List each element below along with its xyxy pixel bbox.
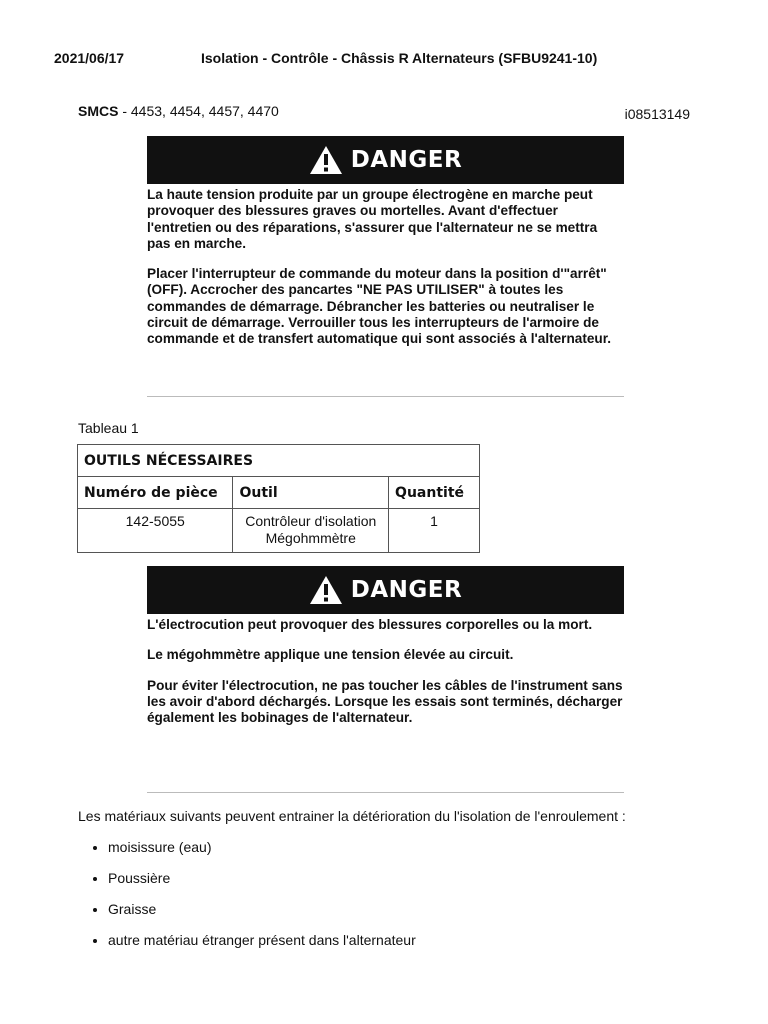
list-item: • Graisse xyxy=(108,901,416,932)
danger-text xyxy=(147,614,624,726)
document-id: i08513149 xyxy=(624,106,690,122)
table-row xyxy=(78,509,480,553)
list-item: • Poussière xyxy=(108,870,416,901)
danger-label: DANGER xyxy=(350,147,463,173)
danger-paragraph: L'électrocution peut provoquer des blessures corporelles ou la mort. xyxy=(147,617,593,632)
column-header: Quantité xyxy=(389,477,480,509)
page-title: Isolation - Contrôle - Châssis R Alternateurs (SFBU9241-10) xyxy=(201,50,598,66)
danger-paragraph: La haute tension produite par un groupe électrogène en marche peut provoquer des blessures graves ou mortelles. Avant d'effectuer l'entretien ou des réparations, s'assurer que l'alternateur ne se mettra pas en marche. xyxy=(147,187,598,251)
tools-table xyxy=(77,444,480,553)
quantity-cell: 1 xyxy=(389,509,480,553)
tool-name: Contrôleur d'isolation xyxy=(245,513,377,529)
table-title: OUTILS NÉCESSAIRES xyxy=(78,445,480,477)
smcs-label: SMCS xyxy=(78,103,119,119)
materials-list xyxy=(86,839,416,963)
danger-block-2 xyxy=(147,566,624,726)
column-header: Numéro de pièce xyxy=(78,477,233,509)
list-item: • moisissure (eau) xyxy=(108,839,416,870)
danger-paragraph: Le mégohmmètre applique une tension élevée au circuit. xyxy=(147,647,514,663)
smcs-codes: - 4453, 4454, 4457, 4470 xyxy=(118,103,279,119)
smcs-line xyxy=(78,103,279,119)
divider xyxy=(147,792,624,793)
danger-text xyxy=(147,184,624,348)
tool-name-line2: Mégohmmètre xyxy=(265,530,356,546)
danger-label: DANGER xyxy=(350,577,463,603)
danger-banner xyxy=(147,566,624,614)
list-item: • autre matériau étranger présent dans l'alternateur xyxy=(108,932,416,963)
materials-intro: Les matériaux suivants peuvent entrainer la détérioration du l'isolation de l'enroulement : xyxy=(78,808,626,824)
warning-triangle-icon xyxy=(309,575,343,605)
warning-triangle-icon xyxy=(309,145,343,175)
table-label: Tableau 1 xyxy=(78,420,139,436)
tool-cell xyxy=(233,509,389,553)
header-date: 2021/06/17 xyxy=(54,50,125,66)
danger-block-1 xyxy=(147,136,624,348)
divider xyxy=(147,396,624,397)
danger-paragraph: Pour éviter l'électrocution, ne pas toucher les câbles de l'instrument sans les avoir d'abord déchargés. Lorsque les essais sont terminés, décharger également les bobinages de l'alternateur. xyxy=(147,677,623,726)
danger-paragraph: Placer l'interrupteur de commande du moteur dans la position d'"arrêt" (OFF). Accrocher des pancartes "NE PAS UTILISER" à toutes les commandes de démarrage. Débrancher les batteries ou neutraliser le circuit de démarrage. Verrouiller tous les interrupteurs de l'armoire de commande et de transfert automatique qui sont associés à l'alternateur. xyxy=(147,266,612,347)
part-number-cell: 142-5055 xyxy=(78,509,233,553)
column-header: Outil xyxy=(233,477,389,509)
danger-banner xyxy=(147,136,624,184)
